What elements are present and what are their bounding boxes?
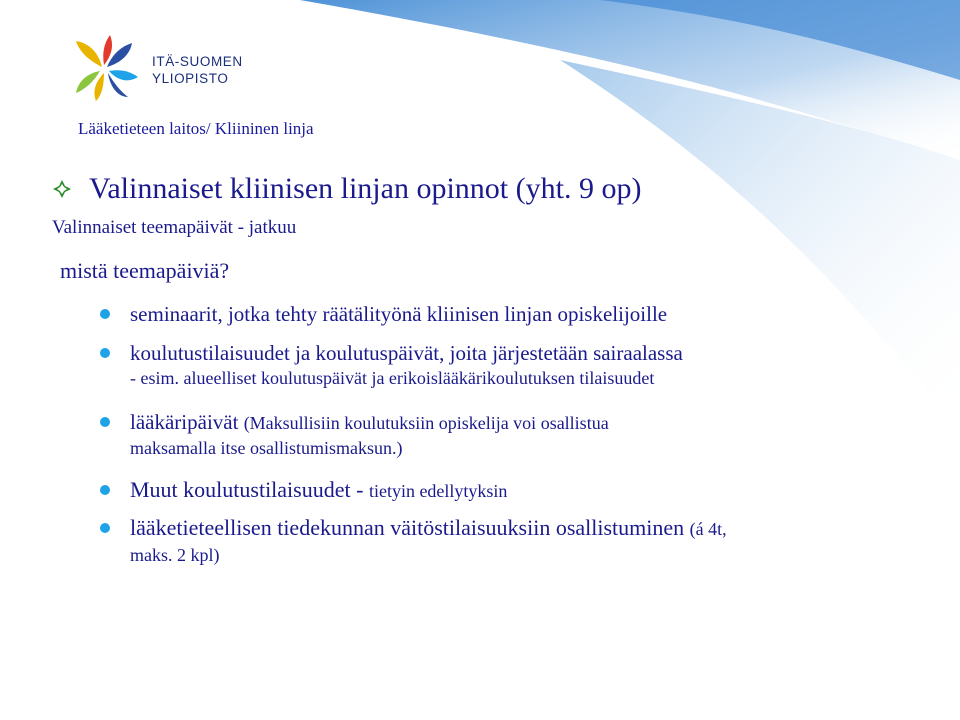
diamond-bullet-icon <box>52 179 72 199</box>
bullet-dot-icon <box>100 309 110 319</box>
bullet-dot-icon <box>100 523 110 533</box>
logo-line-2: YLIOPISTO <box>152 71 229 86</box>
department-label: Lääketieteen laitos/ Kliininen linja <box>78 119 314 138</box>
bullet-seminaarit <box>100 300 950 328</box>
logo-flower-icon <box>72 31 142 103</box>
bullet-text: (á 4t, <box>689 519 727 539</box>
university-logo <box>58 25 284 105</box>
bullet-continuation: - esim. alueelliset koulutuspäivät ja erikoislääkärikoulutuksen tilaisuudet <box>130 368 655 388</box>
bullet-text: koulutustilaisuudet ja koulutuspäivät, joita järjestetään sairaalassa <box>130 341 683 365</box>
slide-title: Valinnaiset kliinisen linjan opinnot (yht. 9 op) <box>89 172 642 205</box>
section-question: mistä teemapäiviä? <box>60 258 230 283</box>
bullet-text: (Maksullisiin koulutuksiin opiskelija voi osallistua <box>243 413 609 433</box>
bullet-koulutustilaisuudet <box>100 339 950 367</box>
bullet-continuation: maks. 2 kpl) <box>130 545 220 565</box>
bullet-continuation: maksamalla itse osallistumismaksun.) <box>130 438 403 458</box>
bullet-vaitostilaisuudet <box>100 514 950 543</box>
logo-line-1: ITÄ-SUOMEN <box>152 54 243 69</box>
bullet-lead: lääketieteellisen tiedekunnan väitöstilaisuuksiin osallistuminen <box>130 515 690 540</box>
slide-subtitle: Valinnaiset teemapäivät - jatkuu <box>52 217 297 238</box>
bullet-laakaripaivat <box>100 408 950 437</box>
bullet-muut <box>100 476 950 505</box>
bullet-dot-icon <box>100 485 110 495</box>
bullet-text: tietyin edellytyksin <box>368 481 508 501</box>
bullet-dot-icon <box>100 348 110 358</box>
bullet-dot-icon <box>100 417 110 427</box>
logo-text <box>152 53 243 87</box>
bullet-lead: lääkäripäivät <box>130 410 244 434</box>
bullet-text: seminaarit, jotka tehty räätälityönä kliinisen linjan opiskelijoille <box>130 302 668 326</box>
title-row <box>52 172 641 206</box>
bullet-lead: Muut koulutustilaisuudet - <box>130 477 369 502</box>
